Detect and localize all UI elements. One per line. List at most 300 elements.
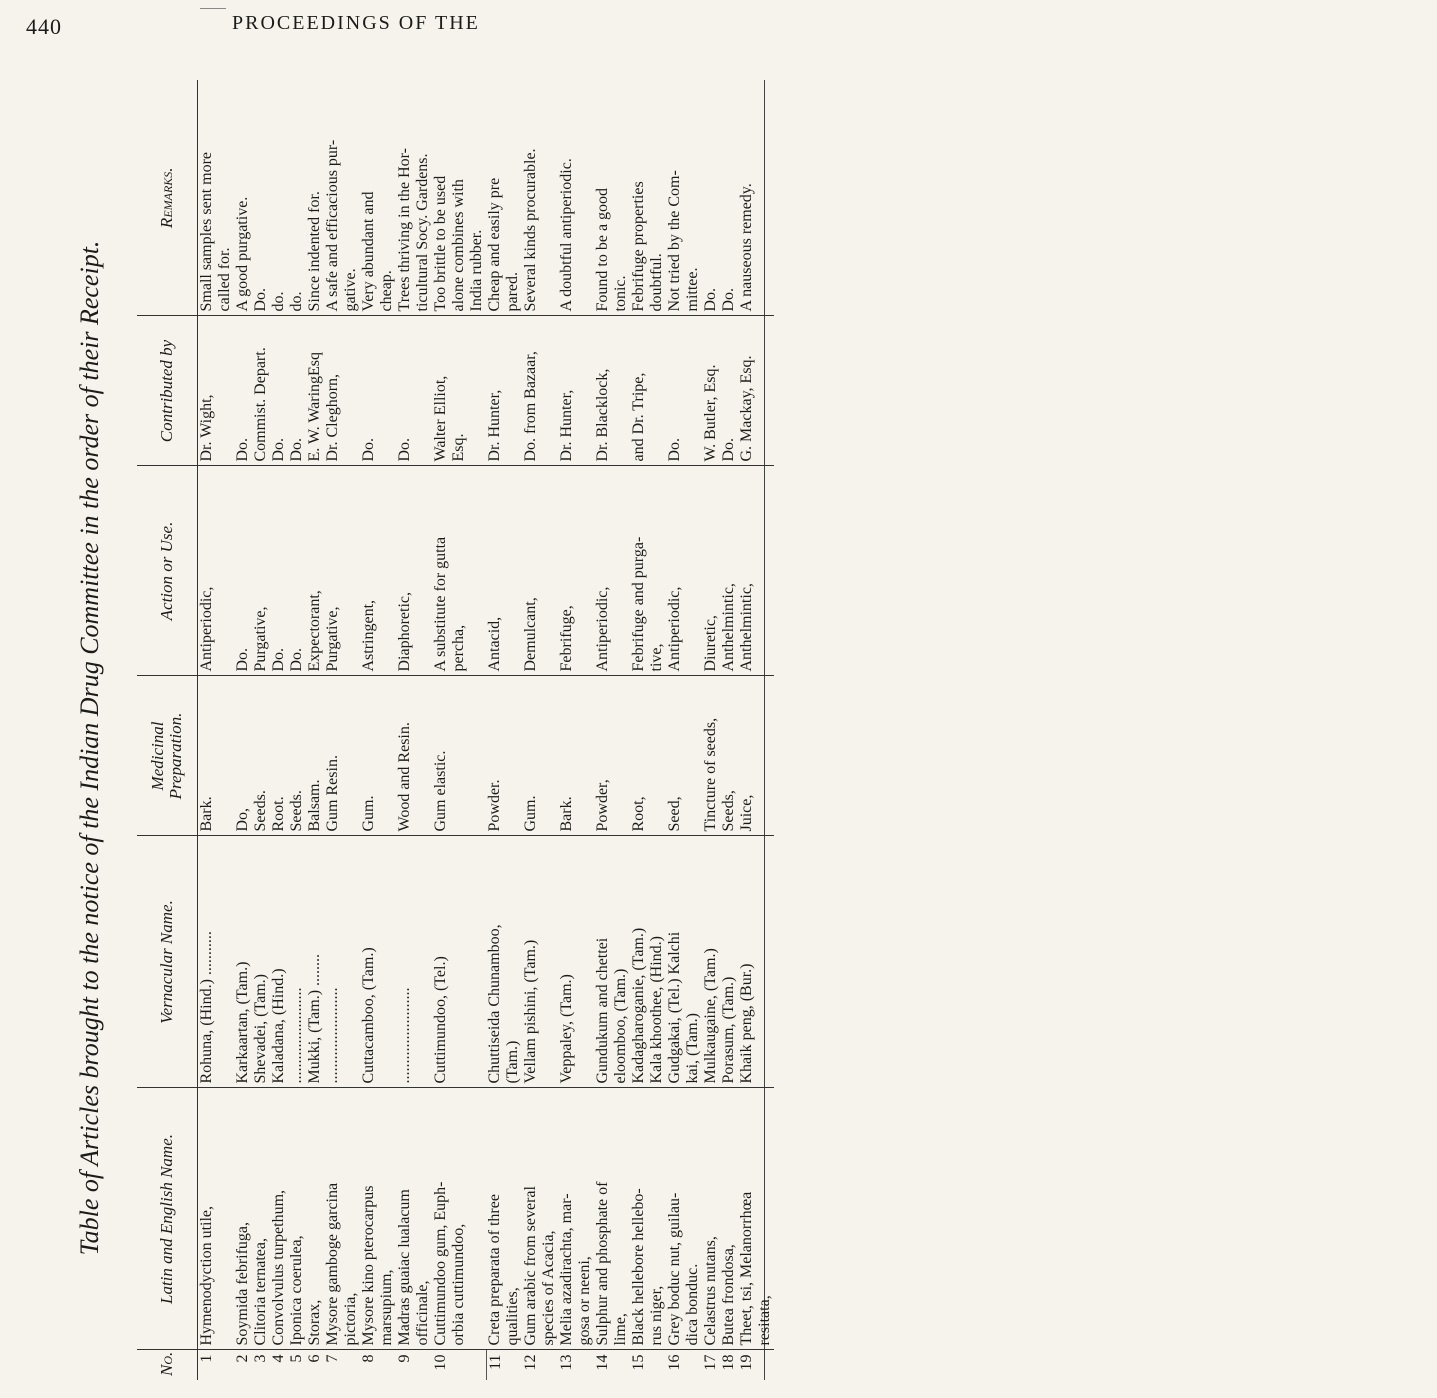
cell-line: Gum elastic. — [432, 750, 449, 832]
cell-line: Dr. Hunter, — [486, 389, 503, 462]
cell-line: Do. — [666, 437, 683, 462]
cell-medicinal-preparation — [252, 676, 270, 836]
running-head: PROCEEDINGS OF THE — [232, 12, 480, 34]
cell-line: rus niger, — [648, 1285, 665, 1346]
cell-vernacular-name — [558, 836, 594, 1088]
cell-line: Anthelmintic, — [738, 583, 755, 672]
cell-line: ........................ — [324, 987, 341, 1084]
cell-action-or-use — [630, 466, 666, 676]
cell-vernacular-name — [252, 836, 270, 1088]
cell-line: Demulcant, — [522, 597, 539, 672]
cell-line: Bark. — [198, 796, 215, 832]
cell-line: Walter Elliot, — [432, 375, 449, 462]
cell-line: Shevadei, (Tam.) — [252, 973, 269, 1084]
cell-line: pared. — [504, 271, 521, 312]
cell-vernacular-name — [432, 836, 486, 1088]
cell-no: 7 — [324, 1350, 360, 1380]
header-vernacular-name: Vernacular Name. — [137, 836, 198, 1088]
cell-line: Juice, — [738, 794, 755, 832]
cell-contributed-by — [738, 316, 774, 466]
cell-line: Febrifuge and purga- — [630, 536, 647, 672]
cell-line: Mysore gamboge garcina — [324, 1182, 341, 1346]
cell-no: 6 — [306, 1350, 324, 1380]
cell-action-or-use — [432, 466, 486, 676]
cell-line: pictoria, — [342, 1292, 359, 1346]
cell-line: E. W. WaringEsq — [306, 351, 323, 462]
table-row — [522, 80, 558, 1380]
cell-line: Soymida febrifuga, — [234, 1221, 251, 1346]
cell-no: 8 — [360, 1350, 396, 1380]
cell-remarks — [630, 80, 666, 316]
cell-latin-name — [270, 1088, 288, 1350]
cell-line: Tincture of seeds, — [702, 717, 719, 832]
cell-action-or-use — [396, 466, 432, 676]
cell-latin-name — [522, 1088, 558, 1350]
table-row — [270, 80, 288, 1380]
table-row — [360, 80, 396, 1380]
table-row — [702, 80, 720, 1380]
cell-latin-name — [234, 1088, 252, 1350]
cell-vernacular-name — [486, 836, 522, 1088]
table-row — [306, 80, 324, 1380]
cell-line: Creta preparata of three — [486, 1194, 503, 1346]
cell-medicinal-preparation — [558, 676, 594, 836]
cell-remarks — [486, 80, 522, 316]
header-medicinal-preparation: Medicinal Preparation. — [137, 676, 198, 836]
cell-remarks — [252, 80, 270, 316]
cell-line: Khaik peng, (Bur.) — [738, 963, 755, 1084]
cell-medicinal-preparation — [360, 676, 396, 836]
cell-line: Kala khoothee, (Hind.) — [648, 935, 665, 1084]
cell-line: Febrifuge properties — [630, 181, 647, 312]
cell-remarks — [270, 80, 288, 316]
cell-line: Gum Resin. — [324, 755, 341, 832]
cell-no: 13 — [558, 1350, 594, 1380]
cell-no: 3 — [252, 1350, 270, 1380]
cell-line: Powder, — [594, 779, 611, 832]
cell-line: A nauseous remedy. — [738, 183, 755, 312]
cell-line: A substitute for gutta — [432, 536, 449, 672]
header-remarks: Remarks. — [137, 80, 198, 316]
cell-medicinal-preparation — [666, 676, 702, 836]
cell-line: Small samples sent more — [198, 151, 215, 312]
cell-medicinal-preparation — [396, 676, 432, 836]
cell-contributed-by — [324, 316, 360, 466]
cell-line: Do. — [396, 437, 413, 462]
cell-line: species of Acacia, — [540, 1230, 557, 1346]
cell-remarks — [432, 80, 486, 316]
cell-line: Gum arabic from several — [522, 1186, 539, 1346]
cell-line: do. — [270, 291, 287, 312]
cell-line: Do. — [720, 437, 737, 462]
cell-vernacular-name — [324, 836, 360, 1088]
cell-line: Do. — [252, 287, 269, 312]
cell-line: Do. — [234, 437, 251, 462]
cell-vernacular-name — [594, 836, 630, 1088]
cell-line: Antiperiodic, — [666, 586, 683, 672]
cell-vernacular-name — [270, 836, 288, 1088]
cell-line: Seeds, — [720, 790, 737, 832]
table-row — [198, 80, 235, 1380]
table-row — [252, 80, 270, 1380]
cell-remarks — [234, 80, 252, 316]
cell-contributed-by — [306, 316, 324, 466]
cell-medicinal-preparation — [288, 676, 306, 836]
cell-contributed-by — [486, 316, 522, 466]
cell-contributed-by — [234, 316, 252, 466]
cell-contributed-by — [666, 316, 702, 466]
header-contributed-by: Contributed by — [137, 316, 198, 466]
cell-vernacular-name — [396, 836, 432, 1088]
cell-line: Convolvulus turpethum, — [270, 1189, 287, 1346]
cell-line: Purgative, — [252, 606, 269, 672]
cell-action-or-use — [234, 466, 252, 676]
cell-vernacular-name — [522, 836, 558, 1088]
cell-line: Bark. — [558, 796, 575, 832]
cell-no: 11 — [486, 1350, 522, 1380]
cell-line: tonic. — [612, 275, 629, 312]
cell-line: G. Mackay, Esq. — [738, 355, 755, 462]
cell-line: Antacid, — [486, 616, 503, 672]
cell-line: A good purgative. — [234, 196, 251, 312]
table-row — [486, 80, 522, 1380]
cell-line: India rubber. — [468, 229, 485, 312]
cell-action-or-use — [522, 466, 558, 676]
cell-action-or-use — [702, 466, 720, 676]
table-row — [396, 80, 432, 1380]
cell-line: Root, — [630, 796, 647, 832]
cell-medicinal-preparation — [486, 676, 522, 836]
cell-line: Febrifuge, — [558, 605, 575, 672]
table-row — [720, 80, 738, 1380]
cell-line: cheap. — [378, 270, 395, 312]
cell-line: Iponica coerulea, — [288, 1235, 305, 1346]
cell-line: lime, — [612, 1313, 629, 1346]
cell-line: Veppaley, (Tam.) — [558, 974, 575, 1084]
cell-line: Do. — [288, 647, 305, 672]
cell-line: tive, — [648, 643, 665, 672]
cell-line: and Dr. Tripe, — [630, 372, 647, 462]
cell-line: Do. from Bazaar, — [522, 351, 539, 462]
cell-contributed-by — [270, 316, 288, 466]
cell-line: officinale, — [414, 1280, 431, 1346]
cell-latin-name — [720, 1088, 738, 1350]
cell-line: gative. — [342, 268, 359, 312]
cell-medicinal-preparation — [432, 676, 486, 836]
cell-line: orbia cuttimundoo, — [450, 1223, 467, 1346]
table-row — [324, 80, 360, 1380]
cell-line: Balsam. — [306, 779, 323, 832]
cell-line: Vellam pishini, (Tam.) — [522, 939, 539, 1084]
cell-latin-name — [666, 1088, 702, 1350]
cell-latin-name — [558, 1088, 594, 1350]
table-row — [666, 80, 702, 1380]
cell-line: Diaphoretic, — [396, 591, 413, 672]
cell-line: Kadagharoganie, (Tam.) — [630, 927, 647, 1084]
cell-no: 9 — [396, 1350, 432, 1380]
cell-line: Chuttiseida Chunamboo, — [486, 924, 503, 1084]
cell-line: Wood and Resin. — [396, 722, 413, 832]
cell-action-or-use — [324, 466, 360, 676]
cell-line: ........................ — [288, 987, 305, 1084]
cell-medicinal-preparation — [594, 676, 630, 836]
cell-line: Dr. Cleghorn, — [324, 373, 341, 462]
cell-line: Expectorant, — [306, 590, 323, 672]
cell-no: 15 — [630, 1350, 666, 1380]
cell-line: Antiperiodic, — [198, 586, 215, 672]
cell-line: Do. — [288, 437, 305, 462]
cell-remarks — [522, 80, 558, 316]
cell-medicinal-preparation — [234, 676, 252, 836]
cell-line: mittee. — [684, 267, 701, 312]
cell-line: Dr. Hunter, — [558, 389, 575, 462]
cell-line: Madras guaiac lualacum — [396, 1189, 413, 1346]
cell-remarks — [306, 80, 324, 316]
cell-contributed-by — [360, 316, 396, 466]
cell-line: Dr. Blacklock, — [594, 368, 611, 462]
cell-latin-name — [360, 1088, 396, 1350]
cell-line: Cuttacamboo, (Tam.) — [360, 947, 377, 1084]
cell-line: (Tam.) — [504, 1040, 521, 1084]
cell-line: do. — [288, 291, 305, 312]
cell-remarks — [702, 80, 720, 316]
table-row — [630, 80, 666, 1380]
cell-contributed-by — [432, 316, 486, 466]
cell-no: 10 — [432, 1350, 486, 1380]
cell-action-or-use — [198, 466, 235, 676]
header-no: No. — [137, 1350, 198, 1380]
cell-line: Gundukum and chettei — [594, 937, 611, 1084]
cell-line: alone combines with — [450, 179, 467, 312]
cell-line: Too brittle to be used — [432, 175, 449, 312]
cell-line: Do. — [720, 287, 737, 312]
cell-action-or-use — [306, 466, 324, 676]
cell-remarks — [720, 80, 738, 316]
cell-line: Mysore kino pterocarpus — [360, 1185, 377, 1346]
cell-line: marsupium, — [378, 1269, 395, 1346]
header-action-or-use: Action or Use. — [137, 466, 198, 676]
cell-line: Found to be a good — [594, 187, 611, 312]
cell-medicinal-preparation — [702, 676, 720, 836]
articles-table — [137, 80, 774, 1380]
cell-line: Purgative, — [324, 606, 341, 672]
cell-line: Commist. Depart. — [252, 347, 269, 462]
cell-line: Seed, — [666, 796, 683, 832]
cell-action-or-use — [558, 466, 594, 676]
cell-no: 19 — [738, 1350, 774, 1380]
cell-latin-name — [324, 1088, 360, 1350]
cell-contributed-by — [702, 316, 720, 466]
cell-line: Melia azadirachta, mar- — [558, 1193, 575, 1346]
table-row — [594, 80, 630, 1380]
cell-remarks — [666, 80, 702, 316]
cell-medicinal-preparation — [270, 676, 288, 836]
cell-latin-name — [702, 1088, 720, 1350]
cell-line: Gudgakai, (Tel.) Kalchi — [666, 931, 683, 1084]
cell-latin-name — [432, 1088, 486, 1350]
cell-line: Karkaartan, (Tam.) — [234, 961, 251, 1084]
table-row — [432, 80, 486, 1380]
cell-line: Theet, tsi, Melanorrhœa — [738, 1191, 755, 1346]
cell-line: Clitoria ternatea, — [252, 1237, 269, 1346]
cell-line: Do. — [270, 437, 287, 462]
cell-no: 1 — [198, 1350, 235, 1380]
cell-line: Mulkaugaine, (Tam.) — [702, 948, 719, 1084]
cell-no: 5 — [288, 1350, 306, 1380]
cell-line: Esq. — [450, 433, 467, 462]
cell-remarks — [738, 80, 774, 316]
cell-line: Butea frondosa, — [720, 1244, 737, 1346]
cell-latin-name — [396, 1088, 432, 1350]
cell-line: Porasum, (Tam.) — [720, 976, 737, 1084]
cell-line: A safe and efficacious pur- — [324, 139, 341, 312]
cell-remarks — [324, 80, 360, 316]
cell-vernacular-name — [306, 836, 324, 1088]
cell-line: resitata, — [756, 1295, 773, 1346]
cell-remarks — [558, 80, 594, 316]
cell-medicinal-preparation — [738, 676, 774, 836]
cell-remarks — [198, 80, 235, 316]
cell-action-or-use — [666, 466, 702, 676]
cell-no: 18 — [720, 1350, 738, 1380]
cell-line: qualities, — [504, 1287, 521, 1346]
cell-action-or-use — [738, 466, 774, 676]
cell-no: 14 — [594, 1350, 630, 1380]
cell-line: Storax, — [306, 1299, 323, 1346]
cell-line: Since indented for. — [306, 191, 323, 312]
cell-line: Seeds. — [252, 790, 269, 832]
table-row — [558, 80, 594, 1380]
cell-no: 2 — [234, 1350, 252, 1380]
cell-line: Antiperiodic, — [594, 586, 611, 672]
cell-latin-name — [306, 1088, 324, 1350]
table-body — [198, 80, 775, 1380]
cell-vernacular-name — [288, 836, 306, 1088]
cell-contributed-by — [522, 316, 558, 466]
cell-medicinal-preparation — [324, 676, 360, 836]
cell-remarks — [594, 80, 630, 316]
cell-medicinal-preparation — [522, 676, 558, 836]
cell-latin-name — [594, 1088, 630, 1350]
cell-line: Cheap and easily pre — [486, 177, 503, 312]
cell-line: Powder. — [486, 779, 503, 832]
cell-medicinal-preparation — [306, 676, 324, 836]
cell-contributed-by — [252, 316, 270, 466]
cell-line: Sulphur and phosphate of — [594, 1181, 611, 1346]
cell-line: Rohuna, (Hind.) ........... — [198, 931, 215, 1084]
cell-latin-name — [630, 1088, 666, 1350]
cell-contributed-by — [198, 316, 235, 466]
cell-line: Trees thriving in the Hor- — [396, 147, 413, 312]
cell-no: 12 — [522, 1350, 558, 1380]
cell-contributed-by — [558, 316, 594, 466]
cell-line: Do. — [270, 647, 287, 672]
cell-contributed-by — [594, 316, 630, 466]
cell-contributed-by — [396, 316, 432, 466]
cell-vernacular-name — [360, 836, 396, 1088]
cell-medicinal-preparation — [630, 676, 666, 836]
cell-action-or-use — [594, 466, 630, 676]
cell-line: Do. — [234, 647, 251, 672]
cell-action-or-use — [270, 466, 288, 676]
cell-line: Mukki, (Tam.) ........ — [306, 953, 323, 1084]
cell-line: Several kinds procurable. — [522, 148, 539, 312]
cell-line: Diuretic, — [702, 615, 719, 672]
cell-remarks — [360, 80, 396, 316]
cell-line: Black hellebore hellebo- — [630, 1188, 647, 1346]
cell-action-or-use — [486, 466, 522, 676]
cell-line: gosa or neeni, — [576, 1256, 593, 1346]
cell-line: dica bonduc. — [684, 1263, 701, 1346]
cell-line: Root. — [270, 796, 287, 832]
cell-action-or-use — [360, 466, 396, 676]
cell-line: Celastrus nutans, — [702, 1236, 719, 1346]
cell-action-or-use — [288, 466, 306, 676]
cell-latin-name — [738, 1088, 774, 1350]
cell-line: ticultural Socy. Gardens. — [414, 153, 431, 312]
cell-line: Kaladana, (Hind.) — [270, 968, 287, 1084]
cell-line: ........................ — [396, 987, 413, 1084]
cell-no: 17 — [702, 1350, 720, 1380]
cell-line: Do. — [360, 437, 377, 462]
cell-line: Gum. — [522, 795, 539, 832]
cell-latin-name — [252, 1088, 270, 1350]
cell-vernacular-name — [198, 836, 235, 1088]
cell-line: Do. — [702, 287, 719, 312]
cell-line: Grey boduc nut, guilau- — [666, 1192, 683, 1346]
page-number: 440 — [26, 14, 62, 39]
cell-line: A doubtful antiperiodic. — [558, 158, 575, 312]
cell-vernacular-name — [738, 836, 774, 1088]
cell-line: Cuttimundoo, (Tel.) — [432, 956, 449, 1084]
cell-remarks — [288, 80, 306, 316]
cell-line: kai, (Tam.) — [684, 1013, 701, 1084]
cell-vernacular-name — [666, 836, 702, 1088]
cell-line: called for. — [216, 247, 233, 312]
cell-line: percha, — [450, 624, 467, 672]
cell-vernacular-name — [720, 836, 738, 1088]
cell-latin-name — [486, 1088, 522, 1350]
cell-line: Gum. — [360, 795, 377, 832]
cell-remarks — [396, 80, 432, 316]
cell-contributed-by — [720, 316, 738, 466]
cell-line: Not tried by the Com- — [666, 170, 683, 312]
table-frame — [137, 80, 773, 1380]
cell-line: Dr. Wight, — [198, 394, 215, 462]
cell-contributed-by — [288, 316, 306, 466]
cell-vernacular-name — [234, 836, 252, 1088]
cell-line: Seeds. — [288, 790, 305, 832]
cell-line: Cuttimundoo gum, Euph- — [432, 1181, 449, 1346]
cell-line: eloomboo, (Tam.) — [612, 968, 629, 1084]
cell-vernacular-name — [702, 836, 720, 1088]
cell-line: doubtful. — [648, 253, 665, 312]
cell-action-or-use — [252, 466, 270, 676]
cell-line: Astringent, — [360, 599, 377, 672]
cell-line: Do, — [234, 807, 251, 832]
cell-vernacular-name — [630, 836, 666, 1088]
cell-line: W. Butler, Esq. — [702, 364, 719, 462]
cell-medicinal-preparation — [720, 676, 738, 836]
cell-latin-name — [198, 1088, 235, 1350]
cell-latin-name — [288, 1088, 306, 1350]
cell-action-or-use — [720, 466, 738, 676]
table-row — [288, 80, 306, 1380]
header-latin-name: Latin and English Name. — [137, 1088, 198, 1350]
cell-line: Very abundant and — [360, 191, 377, 312]
table-title: Table of Articles brought to the notice of the Indian Drug Committee in the order of their Receipt. — [75, 240, 104, 1256]
cell-contributed-by — [630, 316, 666, 466]
